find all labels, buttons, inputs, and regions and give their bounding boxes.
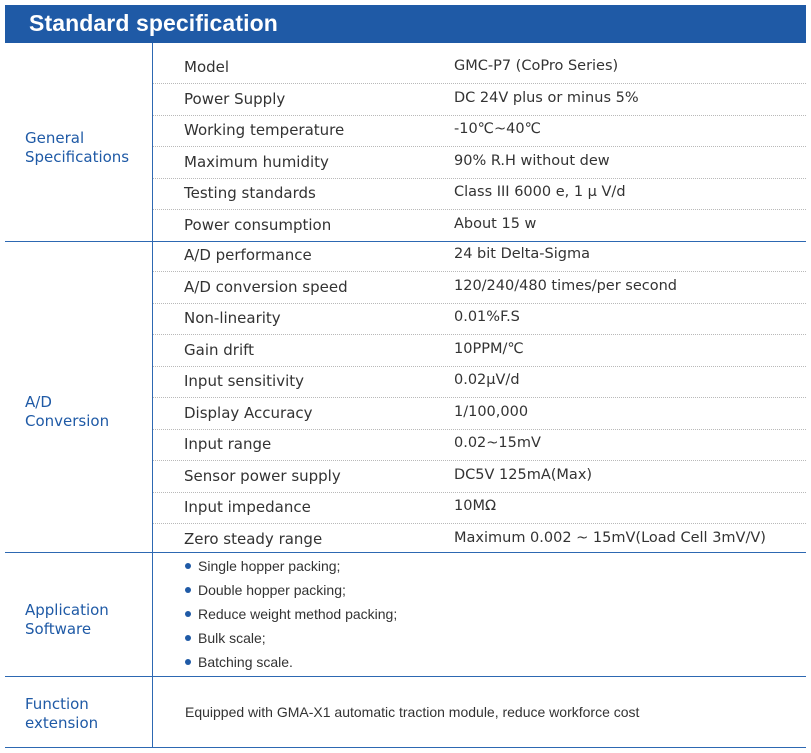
spec-value: 0.01%F.S [454,309,520,325]
section-label-line: Conversion [25,412,110,430]
spec-key: Input sensitivity [184,372,304,390]
spec-row [153,147,806,179]
spec-row [153,429,806,461]
list-item [185,606,397,628]
section-general-specifications [5,43,806,242]
spec-key: A/D performance [184,246,312,264]
spec-key: Model [184,58,230,76]
spec-key: Input impedance [184,498,311,516]
list-item-text: Bulk scale; [198,630,266,646]
spec-row [153,115,806,147]
spec-row [153,524,806,555]
spec-value: 24 bit Delta-Sigma [454,246,590,262]
spec-row [153,303,806,335]
spec-value: 0.02~15mV [454,435,541,451]
spec-row [153,492,806,524]
spec-key: Non-linearity [184,309,281,327]
bullet-icon [185,587,191,593]
spec-value: DC 24V plus or minus 5% [454,90,639,106]
list-item-text: Batching scale. [198,654,293,670]
spec-key: Sensor power supply [184,467,341,485]
spec-key: Power Supply [184,90,286,108]
list-item-text: Reduce weight method packing; [198,606,398,622]
spec-key: Gain drift [184,341,255,359]
spec-row [153,210,806,241]
list-item-text: Double hopper packing; [198,582,346,598]
spec-value: 90% R.H without dew [454,153,610,169]
page-title: Standard specification [29,10,278,36]
section-label [25,393,155,431]
spec-row [153,461,806,493]
list-item [185,630,266,652]
spec-key: Working temperature [184,121,345,139]
section-application-software [5,553,806,677]
spec-value: 10MΩ [454,498,497,514]
header-bar [5,5,806,43]
section-label [25,601,155,639]
spec-value: DC5V 125mA(Max) [454,467,593,483]
spec-row [153,366,806,398]
function-extension-text: Equipped with GMA-X1 automatic traction module, reduce workforce cost [185,704,640,720]
spec-value: Class III 6000 e, 1 μ V/d [454,184,626,200]
section-label [25,695,155,733]
list-item [185,558,340,580]
spec-row [153,84,806,116]
section-label-line: Software [25,620,92,638]
spec-value: -10℃~40℃ [454,121,541,137]
spec-key: Input range [184,435,272,453]
spec-key: Display Accuracy [184,404,313,422]
section-function-extension [5,677,806,748]
list-item-text: Single hopper packing; [198,558,341,574]
section-label-line: Application [25,601,109,619]
spec-value: 1/100,000 [454,404,529,420]
list-item [185,654,293,676]
spec-row [153,52,806,84]
list-item [185,582,346,604]
spec-value: 0.02μV/d [454,372,520,388]
spec-key: Maximum humidity [184,153,329,171]
spec-value: GMC-P7 (CoPro Series) [454,58,619,74]
bullet-icon [185,611,191,617]
section-ad-conversion [5,242,806,553]
spec-key: Power consumption [184,216,332,234]
bullet-icon [185,635,191,641]
bullet-icon [185,659,191,665]
section-label-line: A/D [25,393,52,411]
spec-row [153,240,806,272]
spec-row [153,335,806,367]
section-label-line: Function [25,695,89,713]
section-label-line: extension [25,714,99,732]
spec-key: Testing standards [184,184,316,202]
section-label-line: Specifications [25,148,130,166]
spec-value: 10PPM/℃ [454,341,524,357]
spec-key: Zero steady range [184,530,323,548]
section-label-line: General [25,129,85,147]
bullet-icon [185,563,191,569]
spec-value: About 15 w [454,216,537,232]
spec-row [153,178,806,210]
spec-row [153,272,806,304]
spec-value: Maximum 0.002 ~ 15mV(Load Cell 3mV/V) [454,530,766,546]
section-label [25,129,155,167]
spec-key: A/D conversion speed [184,278,348,296]
spec-row [153,398,806,430]
spec-value: 120/240/480 times/per second [454,278,678,294]
